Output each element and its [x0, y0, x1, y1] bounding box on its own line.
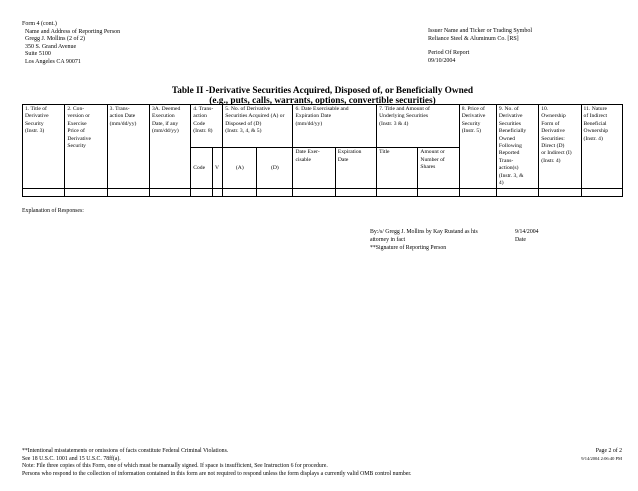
col-number-of-derivative-securities: 5. No. of Derivative Securities Acquired (A) or Disposed of (D) (Instr. 3, 4, & 5)	[223, 105, 293, 148]
col-deemed-execution-date: 3A. Deemed Execution Date, if any (mm/dd/yy)	[149, 105, 190, 189]
subcol-expiration-date: Expiration Date	[335, 148, 376, 189]
address-line-3: Los Angeles CA 90071	[25, 58, 81, 65]
derivative-securities-table	[22, 104, 623, 197]
page-number: Page 2 of 2	[595, 448, 622, 454]
subcol-acquired: (A)	[223, 148, 257, 189]
col-date-exercisable-expiration: 6. Date Exercisable and Expiration Date (mm/dd/yy)	[293, 105, 377, 148]
subcol-code: Code	[191, 148, 213, 189]
footer-line: Persons who respond to the collection of information contained in this form are not required to respond unless the form displays a currently valid OMB control number.	[22, 470, 412, 477]
reporting-person-block	[22, 21, 120, 66]
table-title: Table II -Derivative Securities Acquired, Disposed of, or Beneficially Owned	[171, 86, 474, 96]
signature-date: 9/14/2004	[515, 229, 539, 235]
issuer-label: Issuer Name and Ticker or Trading Symbol	[428, 28, 532, 34]
form-continuation-label: Form 4 (cont.)	[22, 21, 57, 27]
issuer-block	[428, 28, 532, 65]
signature-caption: **Signature of Reporting Person	[370, 245, 447, 251]
issuer-value: Reliance Steel & Aluminum Co. [RS]	[428, 35, 519, 42]
signature-date-caption: Date	[515, 237, 526, 243]
subcol-amount-or-shares: Amount or Number of Shares	[418, 148, 459, 189]
footer-line: Note: File three copies of this Form, one of which must be manually signed. If space is insufficient, See Instruction 6 for procedure.	[22, 463, 328, 470]
subcol-v: V	[212, 148, 222, 189]
col-nature-of-indirect-ownership: 11. Nature of Indirect Beneficial Ownership (Instr. 4)	[581, 105, 622, 189]
footer-notes	[22, 448, 411, 478]
footer-line: See 18 U.S.C. 1001 and 15 U.S.C. 78ff(a).	[22, 455, 121, 462]
col-transaction-date: 3. Trans- action Date (mm/dd/yy)	[107, 105, 149, 189]
period-label: Period Of Report	[428, 50, 470, 56]
subcol-disposed: (D)	[257, 148, 293, 189]
col-securities-beneficially-owned: 9. No. of Derivative Securities Beneficially Owned Following Reported Trans- action(s) (Instr. 3, & 4)	[496, 105, 538, 189]
footer-line: **Intentional misstatements or omissions of facts constitute Federal Criminal Violations.	[22, 448, 229, 454]
address-line-1: 350 S. Grand Avenue	[25, 43, 77, 50]
explanation-of-responses: Explanation of Responses:	[22, 208, 84, 214]
col-transaction-code: 4. Trans- action Code (Instr. 8)	[191, 105, 223, 148]
address-line-2: Suite 5100	[25, 51, 51, 57]
col-price-of-derivative-security: 8. Price of Derivative Security (Instr. 5)	[459, 105, 496, 189]
signature-value: By:/s/ Gregg J. Mollins by Kay Rustand as his attorney in fact	[370, 229, 478, 243]
reporting-person-label: Name and Address of Reporting Person	[25, 28, 121, 35]
subcol-date-exercisable: Date Exer- cisable	[293, 148, 335, 189]
period-value: 09/10/2004	[428, 57, 456, 64]
reporting-person-name: Gregg J. Mollins (2 of 2)	[25, 36, 85, 42]
table-row	[23, 189, 623, 197]
timestamp: 9/14/2004 2:06:40 PM	[581, 456, 622, 461]
col-underlying-securities: 7. Title and Amount of Underlying Securities (Instr. 3 & 4)	[377, 105, 460, 148]
col-ownership-form: 10. Ownership Form of Derivative Securities: Direct (D) or Indirect (I) (Instr. 4)	[539, 105, 581, 189]
subcol-title: Title	[377, 148, 418, 189]
col-title-of-derivative-security: 1. Title of Derivative Security (Instr. 3)	[23, 105, 65, 189]
table-subtitle: (e.g., puts, calls, warrants, options, convertible securities)	[209, 96, 436, 106]
col-conversion-price: 2. Con- version or Exercise Price of Derivative Security	[65, 105, 107, 189]
